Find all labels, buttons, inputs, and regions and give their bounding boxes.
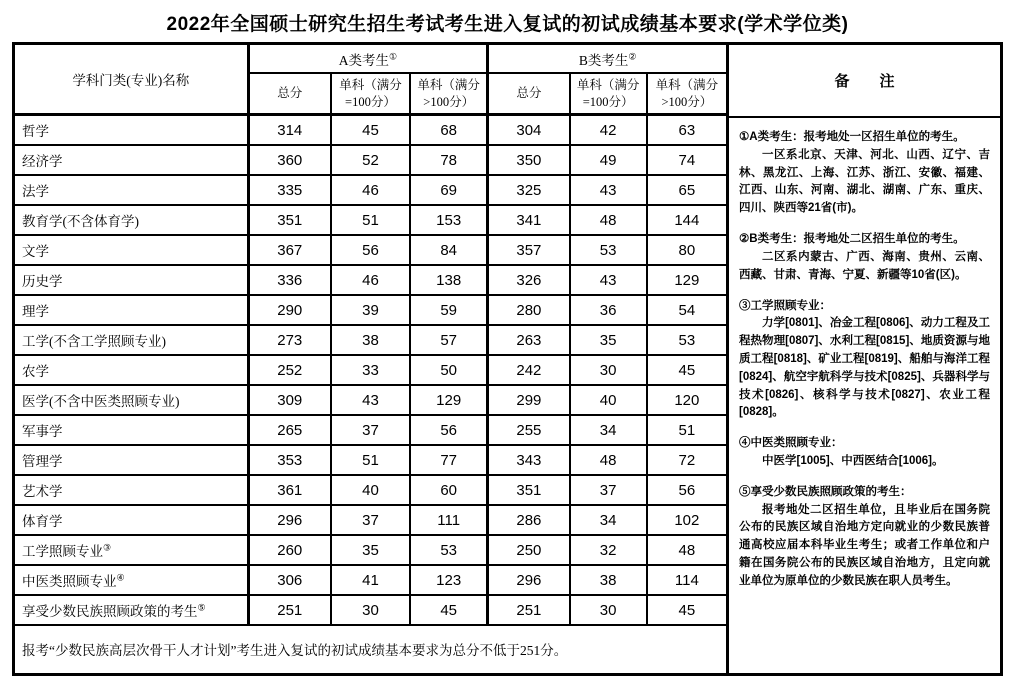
category-label: 中医类照顾专业: [22, 574, 117, 589]
score-cell: 43: [571, 176, 648, 206]
score-cell: 53: [571, 236, 648, 266]
footnote-ref-icon: ④: [116, 572, 125, 583]
score-cell: 326: [489, 266, 570, 296]
score-cell: 350: [489, 146, 570, 176]
table-row: [15, 296, 726, 326]
score-cell: 304: [489, 116, 570, 146]
score-cell: 57: [411, 326, 489, 356]
score-cell: 69: [411, 176, 489, 206]
category-label: 法学: [22, 184, 49, 199]
page-title: 2022年全国硕士研究生招生考试考生进入复试的初试成绩基本要求(学术学位类): [166, 14, 849, 35]
footnote-ref-1-icon: ①: [389, 51, 398, 61]
score-cell: 84: [411, 236, 489, 266]
score-cell: 120: [648, 386, 726, 416]
score-cell: 48: [571, 446, 648, 476]
score-cell: 37: [571, 476, 648, 506]
subheader-b-total: 总分: [489, 74, 570, 116]
score-cell: 367: [250, 236, 332, 266]
category-cell: [15, 176, 250, 206]
subheader-a-single-over100: 单科（满分>100分）: [411, 74, 489, 116]
footnote-ref-icon: ⑤: [197, 602, 206, 613]
score-cell: 341: [489, 206, 570, 236]
category-label: 工学照顾专业: [22, 544, 103, 559]
group-a-label: A类考生: [338, 52, 390, 68]
remark-note-body: 一区系北京、天津、河北、山西、辽宁、吉林、黑龙江、上海、江苏、浙江、安徽、福建、江西、山东、河南、湖北、湖南、广东、重庆、四川、陕西等21省(市)。: [739, 148, 990, 215]
score-cell: 260: [250, 536, 332, 566]
category-cell: [15, 266, 250, 296]
table-row: [15, 566, 726, 596]
table-row: [15, 446, 726, 476]
category-label: 理学: [22, 304, 49, 319]
category-label: 管理学: [22, 454, 63, 469]
remark-note-3: [739, 298, 990, 423]
score-cell: 129: [411, 386, 489, 416]
score-cell: 78: [411, 146, 489, 176]
category-label: 经济学: [22, 154, 63, 169]
footnote-ref-icon: ③: [103, 542, 112, 553]
remark-note-head: ⑤享受少数民族照顾政策的考生：: [739, 485, 912, 498]
score-cell: 325: [489, 176, 570, 206]
score-cell: 123: [411, 566, 489, 596]
score-cell: 36: [571, 296, 648, 326]
score-cell: 33: [332, 356, 411, 386]
remark-note-body: 报考地处二区招生单位，且毕业后在国务院公布的民族区域自治地方定向就业的少数民族普通高校应届本科毕业生考生；或者工作单位和户籍在国务院公布的民族区域自治地方，且定向就业单位为原单位的少数民族在职人员考生。: [739, 503, 990, 587]
score-cell: 63: [648, 116, 726, 146]
score-cell: 45: [648, 596, 726, 626]
subheader-a-total: 总分: [250, 74, 332, 116]
table-row: [15, 596, 726, 626]
score-cell: 265: [250, 416, 332, 446]
score-cell: 48: [571, 206, 648, 236]
footnote-row: [15, 626, 726, 671]
score-cell: 306: [250, 566, 332, 596]
category-cell: [15, 506, 250, 536]
remark-note-1: [739, 129, 990, 218]
category-label: 工学(不含工学照顾专业): [22, 334, 166, 349]
score-cell: 309: [250, 386, 332, 416]
score-cell: 53: [648, 326, 726, 356]
score-cell: 263: [489, 326, 570, 356]
subheader-a-single100: 单科（满分=100分）: [332, 74, 411, 116]
remarks-header: 备 注: [729, 45, 1000, 118]
score-cell: 45: [648, 356, 726, 386]
category-cell: [15, 116, 250, 146]
category-cell: [15, 476, 250, 506]
score-cell: 56: [411, 416, 489, 446]
category-label: 文学: [22, 244, 49, 259]
score-cell: 77: [411, 446, 489, 476]
score-cell: 35: [571, 326, 648, 356]
score-cell: 48: [648, 536, 726, 566]
score-cell: 299: [489, 386, 570, 416]
score-cell: 60: [411, 476, 489, 506]
remarks-body: [729, 118, 1000, 673]
score-cell: 51: [332, 446, 411, 476]
subheader-b-single100: 单科（满分=100分）: [571, 74, 648, 116]
score-cell: 144: [648, 206, 726, 236]
category-cell: [15, 296, 250, 326]
score-cell: 74: [648, 146, 726, 176]
score-cell: 351: [250, 206, 332, 236]
category-label: 教育学(不含体育学): [22, 214, 139, 229]
remark-note-body: 中医学[1005]、中西医结合[1006]。: [762, 455, 944, 467]
score-cell: 296: [250, 506, 332, 536]
table-row: [15, 506, 726, 536]
score-cell: 40: [571, 386, 648, 416]
table-row: [15, 326, 726, 356]
category-label: 医学(不含中医类照顾专业): [22, 394, 180, 409]
remark-note-4: [739, 435, 990, 471]
category-cell: [15, 386, 250, 416]
score-cell: 45: [411, 596, 489, 626]
score-cell: 35: [332, 536, 411, 566]
score-cell: 43: [332, 386, 411, 416]
score-cell: 335: [250, 176, 332, 206]
score-cell: 80: [648, 236, 726, 266]
subheader-b-single-over100: 单科（满分>100分）: [648, 74, 726, 116]
score-cell: 361: [250, 476, 332, 506]
table-footnote: 报考“少数民族高层次骨干人才计划”考生进入复试的初试成绩基本要求为总分不低于251分。: [22, 642, 568, 658]
table-row: [15, 476, 726, 506]
score-cell: 51: [648, 416, 726, 446]
score-cell: 242: [489, 356, 570, 386]
category-cell: [15, 206, 250, 236]
score-cell: 34: [571, 506, 648, 536]
category-label: 哲学: [22, 124, 49, 139]
score-cell: 38: [571, 566, 648, 596]
score-cell: 343: [489, 446, 570, 476]
score-cell: 46: [332, 266, 411, 296]
score-cell: 314: [250, 116, 332, 146]
score-cell: 286: [489, 506, 570, 536]
score-cell: 43: [571, 266, 648, 296]
score-cell: 32: [571, 536, 648, 566]
category-label: 享受少数民族照顾政策的考生: [22, 604, 198, 619]
score-cell: 49: [571, 146, 648, 176]
score-cell: 251: [250, 596, 332, 626]
score-cell: 54: [648, 296, 726, 326]
score-cell: 360: [250, 146, 332, 176]
category-cell: [15, 146, 250, 176]
score-cell: 51: [332, 206, 411, 236]
remark-note-head: ④中医类照顾专业：: [739, 437, 843, 450]
score-cell: 40: [332, 476, 411, 506]
score-cell: 296: [489, 566, 570, 596]
category-column-header: 学科门类(专业)名称: [15, 45, 250, 116]
score-cell: 357: [489, 236, 570, 266]
score-cell: 45: [332, 116, 411, 146]
category-label: 军事学: [22, 424, 63, 439]
score-cell: 250: [489, 536, 570, 566]
group-b-label: B类考生: [578, 52, 629, 68]
category-cell: [15, 446, 250, 476]
table-row: [15, 356, 726, 386]
score-cell: 111: [411, 506, 489, 536]
score-requirements-table: [12, 42, 1003, 676]
score-cell: 56: [648, 476, 726, 506]
score-cell: 53: [411, 536, 489, 566]
remark-note-body: 力学[0801]、冶金工程[0806]、动力工程及工程热物理[0807]、水利工程[0815]、地质资源与地质工程[0818]、矿业工程[0819]、船舶与海洋工程[0824]、航空宇航科学与技术[0825]、兵器科学与技术[0826]、核科学与技术[0827]、农业工程[0828]。: [739, 317, 990, 419]
score-cell: 65: [648, 176, 726, 206]
score-cell: 59: [411, 296, 489, 326]
table-row: [15, 176, 726, 206]
category-cell: [15, 596, 250, 626]
score-cell: 30: [571, 356, 648, 386]
score-cell: 353: [250, 446, 332, 476]
remark-note-body: 二区系内蒙古、广西、海南、贵州、云南、西藏、甘肃、青海、宁夏、新疆等10省(区)。: [739, 250, 990, 281]
score-cell: 68: [411, 116, 489, 146]
score-cell: 30: [571, 596, 648, 626]
category-cell: [15, 566, 250, 596]
score-cell: 153: [411, 206, 489, 236]
score-cell: 30: [332, 596, 411, 626]
table-row: [15, 536, 726, 566]
score-cell: 37: [332, 416, 411, 446]
remark-note-head: ①A类考生：报考地处一区招生单位的考生。: [739, 131, 965, 143]
score-cell: 102: [648, 506, 726, 536]
table-row: [15, 236, 726, 266]
score-cell: 336: [250, 266, 332, 296]
remark-note-head: ②B类考生：报考地处二区招生单位的考生。: [739, 233, 965, 246]
score-cell: 351: [489, 476, 570, 506]
score-cell: 41: [332, 566, 411, 596]
score-grid: [15, 45, 726, 671]
category-cell: [15, 326, 250, 356]
score-cell: 42: [571, 116, 648, 146]
score-cell: 252: [250, 356, 332, 386]
score-cell: 46: [332, 176, 411, 206]
category-label: 农学: [22, 364, 49, 379]
table-row: [15, 116, 726, 146]
group-header-b: [489, 45, 726, 74]
score-cell: 114: [648, 566, 726, 596]
table-row: [15, 206, 726, 236]
score-cell: 72: [648, 446, 726, 476]
score-cell: 129: [648, 266, 726, 296]
score-grid-section: [15, 45, 726, 673]
group-header-a: [250, 45, 490, 74]
score-cell: 273: [250, 326, 332, 356]
category-cell: [15, 356, 250, 386]
score-cell: 251: [489, 596, 570, 626]
score-cell: 34: [571, 416, 648, 446]
score-cell: 50: [411, 356, 489, 386]
table-row: [15, 386, 726, 416]
remark-note-5: [739, 484, 990, 591]
table-row: [15, 146, 726, 176]
category-cell: [15, 536, 250, 566]
score-cell: 138: [411, 266, 489, 296]
score-cell: 52: [332, 146, 411, 176]
score-cell: 39: [332, 296, 411, 326]
score-cell: 255: [489, 416, 570, 446]
footnote-ref-2-icon: ②: [628, 51, 637, 61]
score-cell: 37: [332, 506, 411, 536]
category-label: 体育学: [22, 514, 63, 529]
score-cell: 280: [489, 296, 570, 326]
category-cell: [15, 236, 250, 266]
remark-note-head: ③工学照顾专业：: [739, 299, 831, 312]
category-label: 艺术学: [22, 484, 63, 499]
table-row: [15, 416, 726, 446]
score-cell: 290: [250, 296, 332, 326]
category-label: 历史学: [22, 274, 63, 289]
score-cell: 56: [332, 236, 411, 266]
remark-note-2: [739, 231, 990, 284]
table-row: [15, 266, 726, 296]
category-cell: [15, 416, 250, 446]
score-table-body: [15, 116, 726, 671]
remarks-panel: [726, 45, 1000, 673]
score-cell: 38: [332, 326, 411, 356]
header-row-groups: [15, 45, 726, 74]
